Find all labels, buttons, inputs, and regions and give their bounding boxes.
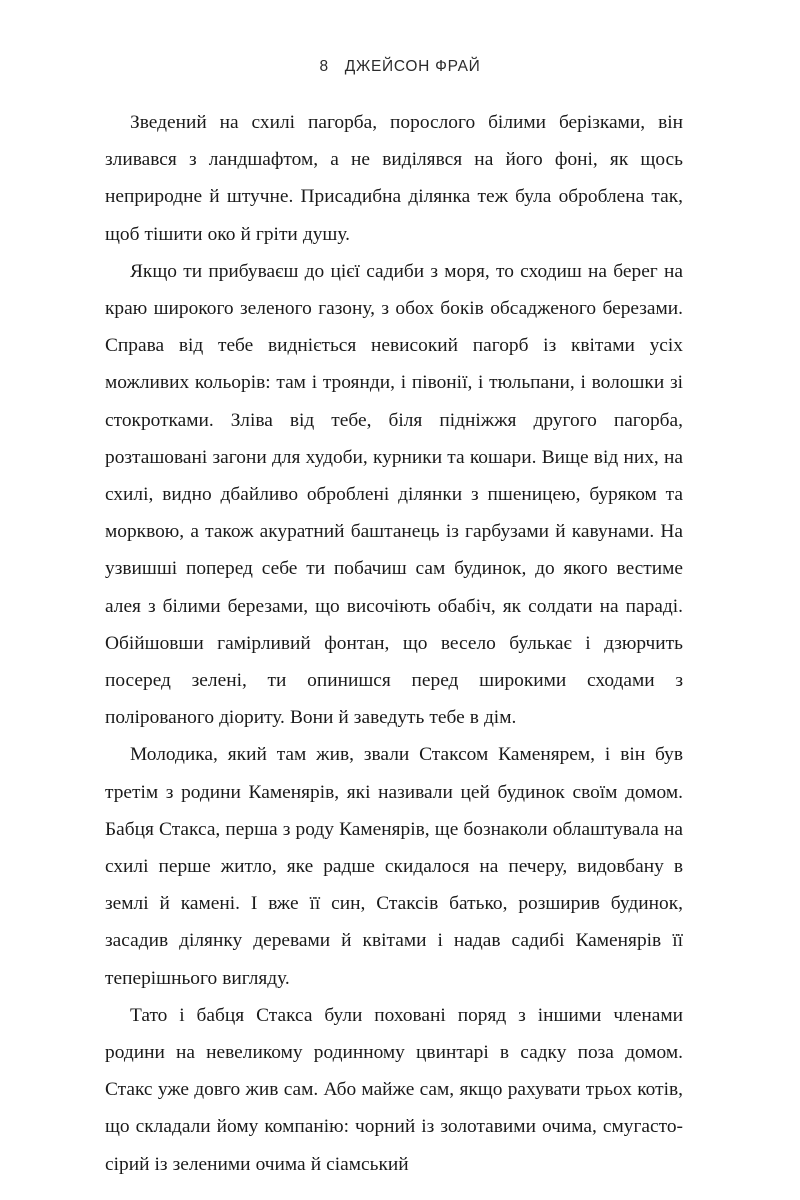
running-head-author: ДЖЕЙСОН ФРАЙ	[344, 58, 481, 75]
running-head	[0, 58, 800, 76]
page-number: 8	[319, 58, 329, 75]
paragraph: Зведений на схилі пагорба, порослого білими берізками, він зливався з ландшафтом, а не виділявся на його фоні, як щось неприродне й штучне. Присадибна ділянка теж була оброблена так, щоб тішити око й гріти душу.	[105, 112, 683, 245]
body-text	[105, 104, 683, 1183]
paragraph: Тато і бабця Стакса були поховані поряд з іншими членами родини на невеликому родинному цвинтарі в садку поза домом. Стакс уже довго жив сам. Або майже сам, якщо рахувати трьох котів, що складали йому компанію: чорний із золотавими очима, смугасто-сірий із зеленими очима й сіамський	[105, 1004, 683, 1175]
paragraph: Молодика, який там жив, звали Стаксом Каменярем, і він був третім з родини Каменярів, які називали цей будинок своїм домом. Бабця Стакса, перша з роду Каменярів, ще бознаколи облаштувала на схилі перше житло, яке радше скидалося на печеру, видовбану в землі й камені. І вже її син, Стаксів батько, розширив будинок, засадив ділянку деревами й квітами і надав садибі Каменярів її теперішнього вигляду.	[105, 744, 683, 989]
paragraph: Якщо ти прибуваєш до цієї садиби з моря, то сходиш на берег на краю широкого зеленого газону, з обох боків обсадженого березами. Справа від тебе видніється невисокий пагорб із квітами усіх можливих кольорів: там і троянди, і півонії, і тюльпани, і волошки зі стокротками. Зліва від тебе, біля підніжжя другого пагорба, розташовані загони для худоби, курники та кошари. Вище від них, на схилі, видно дбайливо оброблені ділянки з пшеницею, буряком та морквою, а також акуратний баштанець із гарбузами й кавунами. На узвишші поперед себе ти побачиш сам будинок, до якого вестиме алея з білими березами, що височіють обабіч, як солдати на параді. Обійшовши гамірливий фонтан, що весело булькає і дзюрчить посеред зелені, ти опинишся перед широкими сходами з полірованого діориту. Вони й заведуть тебе в дім.	[105, 260, 683, 729]
